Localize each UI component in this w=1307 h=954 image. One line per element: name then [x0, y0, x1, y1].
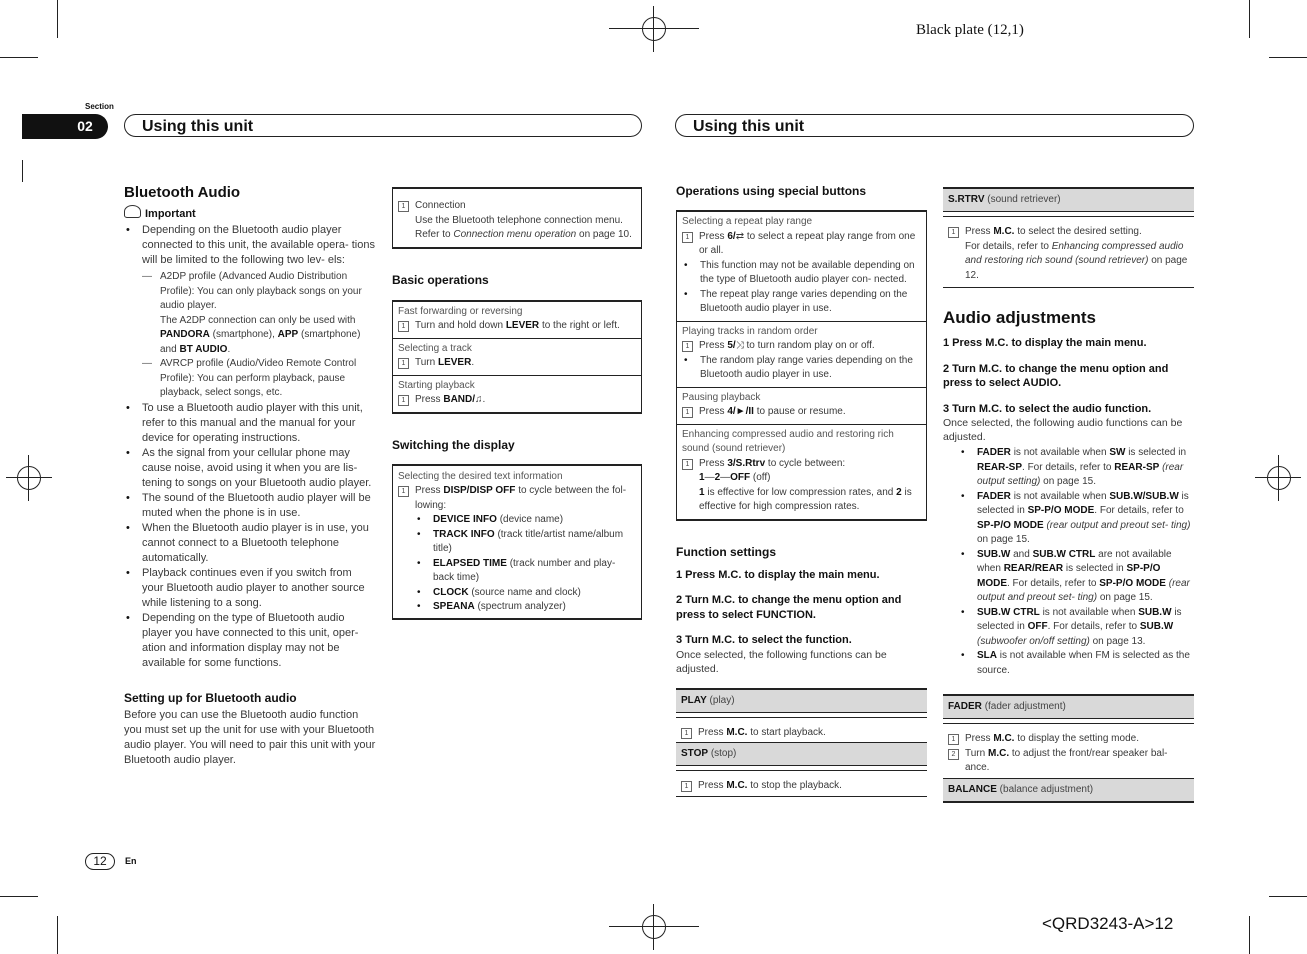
function-step: 1 Press M.C. to select the desired setting. For details, refer to Enhancing compressed audio and restoring rich sound (sound retriever) on page 12. [943, 216, 1194, 288]
section-label: Section [85, 102, 114, 111]
list-item: • SUB.W and SUB.W CTRL are not available when REAR/REAR is selected in SP-P/O MODE. For details, refer to SP-P/O MODE (rear output and preout set- ting) on page 15. [959, 548, 1194, 606]
repeat-icon: ⇄ [735, 230, 745, 242]
subsection-title: Function settings [676, 544, 776, 559]
list-item: • DEVICE INFO (device name) [415, 513, 636, 528]
display-box: Selecting the desired text information 1 Press DISP/DISP OFF to cycle between the fol- lowing: • DEVICE INFO (device name) • TRACK INFO (track title/artist name/album title) • ELAPSED TIME (track number and play- back time) • CLOCK (source name and clock) • SPEANA (spectrum analyzer) [392, 464, 642, 620]
list-item: • Depending on the type of Bluetooth audio player you have connected to this unit, oper- ation and information display may not be available for some functions. [124, 611, 376, 671]
section-title: Audio adjustments [943, 308, 1097, 327]
list-item: — A2DP profile (Advanced Audio Distribution Profile): You can only playback songs on your audio player. The A2DP connection can only be used with PANDORA (smartphone), APP (smartphone) and BT AUDIO. [142, 270, 376, 357]
list-item: • FADER is not available when SW is selected in REAR-SP. For details, refer to REAR-SP (rear output setting) on page 15. [959, 446, 1194, 490]
function-step: 1 Press M.C. to display the setting mode. 2 Turn M.C. to adjust the front/rear speaker bal- ance. [943, 723, 1194, 778]
section-title: Bluetooth Audio [124, 184, 241, 201]
step: 1 Press M.C. to display the main menu. [676, 568, 880, 581]
subsection-title: Operations using special buttons [676, 184, 867, 198]
crop-mark [57, 916, 58, 954]
list-item: • TRACK INFO (track title/artist name/album title) [415, 528, 636, 557]
list-item: • To use a Bluetooth audio player with this unit, refer to this manual and the manual for your device for operating instructions. [124, 401, 376, 446]
page-header-right: Using this unit [675, 114, 1194, 137]
band-icon: ♫ [475, 394, 483, 405]
audio-notes [943, 446, 1194, 678]
page-number: 12 [85, 853, 115, 870]
function-header-fader: FADER (fader adjustment) [943, 694, 1194, 719]
crop-mark [1269, 896, 1307, 897]
list-item: • When the Bluetooth audio player is in use, you cannot connect to a Bluetooth telephone automatically. [124, 521, 376, 566]
list-item: • ELAPSED TIME (track number and play- back time) [415, 557, 636, 586]
step: 2 Turn M.C. to change the menu option and press to select FUNCTION. [676, 594, 902, 621]
crop-mark [1249, 0, 1250, 38]
basic-operations-box: Fast forwarding or reversing 1 Turn and hold down LEVER to the right or left. Selecting a track 1 Turn LEVER. Starting playback 1 Press BAND/♫. [392, 300, 642, 414]
step: 3 Turn M.C. to select the function. [676, 634, 852, 646]
crop-mark [1269, 57, 1307, 58]
function-header-stop: STOP (stop) [676, 742, 927, 766]
subsection-title: Setting up for Bluetooth audio [124, 690, 297, 705]
function-header-srtrv: S.RTRV (sound retriever) [943, 187, 1194, 212]
language-label: En [125, 856, 137, 866]
step: 3 Turn M.C. to select the audio function. [943, 402, 1152, 415]
function-step: 1 Press M.C. to stop the playback. [676, 770, 927, 797]
list-item: • Playback continues even if you switch from your Bluetooth audio player to another source while listening to a song. [124, 566, 376, 611]
crop-mark [57, 0, 58, 38]
list-item: • This function may not be available depending on the type of Bluetooth audio player con- nected. [682, 259, 921, 288]
notes-list [124, 223, 376, 671]
list-item: • SLA is not available when FM is selected as the source. [959, 649, 1194, 678]
document-code: <QRD3243-A>12 [1042, 914, 1174, 933]
list-item: • SPEANA (spectrum analyzer) [415, 600, 636, 615]
step-text: Once selected, the following audio functions can be adjusted. [943, 417, 1183, 443]
special-buttons-box: Selecting a repeat play range 1 Press 6/⇄ to select a repeat play range from one or all. • This function may not be available depending on the type of Bluetooth audio player con- nected. • The repeat play range varies depending on the Bluetooth audio player in use. Playing tracks in random order 1 Press 5/⤨ to turn random play on or off. • The random play range varies depending on the Bluetooth audio player in use. Pausing playback 1 Press 4/►/II to pause or resume. Enhancing compressed audio and restoring rich sound (sound retriever) 1 Press 3/S.Rtrv to cycle between: 1—2—OFF (off) 1 is effective for low compression rates, and 2 is effective for high compression rates. [676, 210, 927, 521]
column-4 [943, 187, 1194, 803]
list-item: • As the signal from your cellular phone may cause noise, avoid using it when you are lis- tening to songs on your Bluetooth audio player. [124, 446, 376, 491]
shuffle-icon: ⤨ [735, 340, 744, 351]
column-1 [124, 184, 376, 768]
list-item: • The sound of the Bluetooth audio player will be muted when the phone is in use. [124, 491, 376, 521]
important-icon [124, 205, 141, 218]
plate-label: Black plate (12,1) [916, 22, 1024, 38]
crop-mark [0, 57, 38, 58]
crop-mark [1249, 916, 1250, 954]
function-step: 1 Press M.C. to start playback. [676, 717, 927, 743]
step: 1 Press M.C. to display the main menu. [943, 337, 1147, 349]
list-item: • CLOCK (source name and clock) [415, 586, 636, 601]
column-2 [392, 187, 642, 620]
important-note: Important [124, 205, 376, 220]
display-items [398, 513, 636, 615]
list-item: • The random play range varies depending on the Bluetooth audio player in use. [682, 354, 921, 383]
function-header-play: PLAY (play) [676, 688, 927, 713]
setup-text: Before you can use the Bluetooth audio function you must set up the unit for use with your Bluetooth audio player. You will need to pair this unit with your Bluetooth audio player. [124, 708, 376, 766]
section-number: 02 [22, 114, 108, 139]
subsection-title: Basic operations [392, 272, 489, 287]
step: 2 Turn M.C. to change the menu option and press to select AUDIO. [943, 362, 1169, 389]
crop-mark [0, 896, 38, 897]
list-item: • FADER is not available when SUB.W/SUB.W is selected in SP-P/O MODE. For details, refer to SP-P/O MODE (rear output and preout set- ting) on page 15. [959, 490, 1194, 548]
subsection-title: Switching the display [392, 437, 515, 452]
page-header-left: Using this unit [124, 114, 642, 137]
connection-box: 1 Connection Use the Bluetooth telephone connection menu. Refer to Connection menu operation on page 10. [392, 187, 642, 249]
column-3 [676, 184, 927, 797]
list-item: — AVRCP profile (Audio/Video Remote Control Profile): You can perform playback, pause playback, select songs, etc. [142, 357, 376, 401]
crop-mark [22, 160, 23, 182]
list-item: • Depending on the Bluetooth audio player connected to this unit, the available opera- tions will be limited to the following two lev- els: — A2DP profile (Advanced Audio Distribution Profile): You can only playback songs on your audio player. The A2DP connection can only be used with PANDORA (smartphone), APP (smartphone) and BT AUDIO. — AVRCP profile (Audio/Video Remote Control Profile): You can perform playback, pause playback, select songs, etc. [124, 223, 376, 401]
function-header-balance: BALANCE (balance adjustment) [943, 778, 1194, 803]
list-item: • The repeat play range varies depending on the Bluetooth audio player in use. [682, 288, 921, 317]
list-item: • SUB.W CTRL is not available when SUB.W is selected in OFF. For details, refer to SUB.W (subwoofer on/off setting) on page 13. [959, 606, 1194, 650]
step-text: Once selected, the following functions can be adjusted. [676, 648, 887, 675]
